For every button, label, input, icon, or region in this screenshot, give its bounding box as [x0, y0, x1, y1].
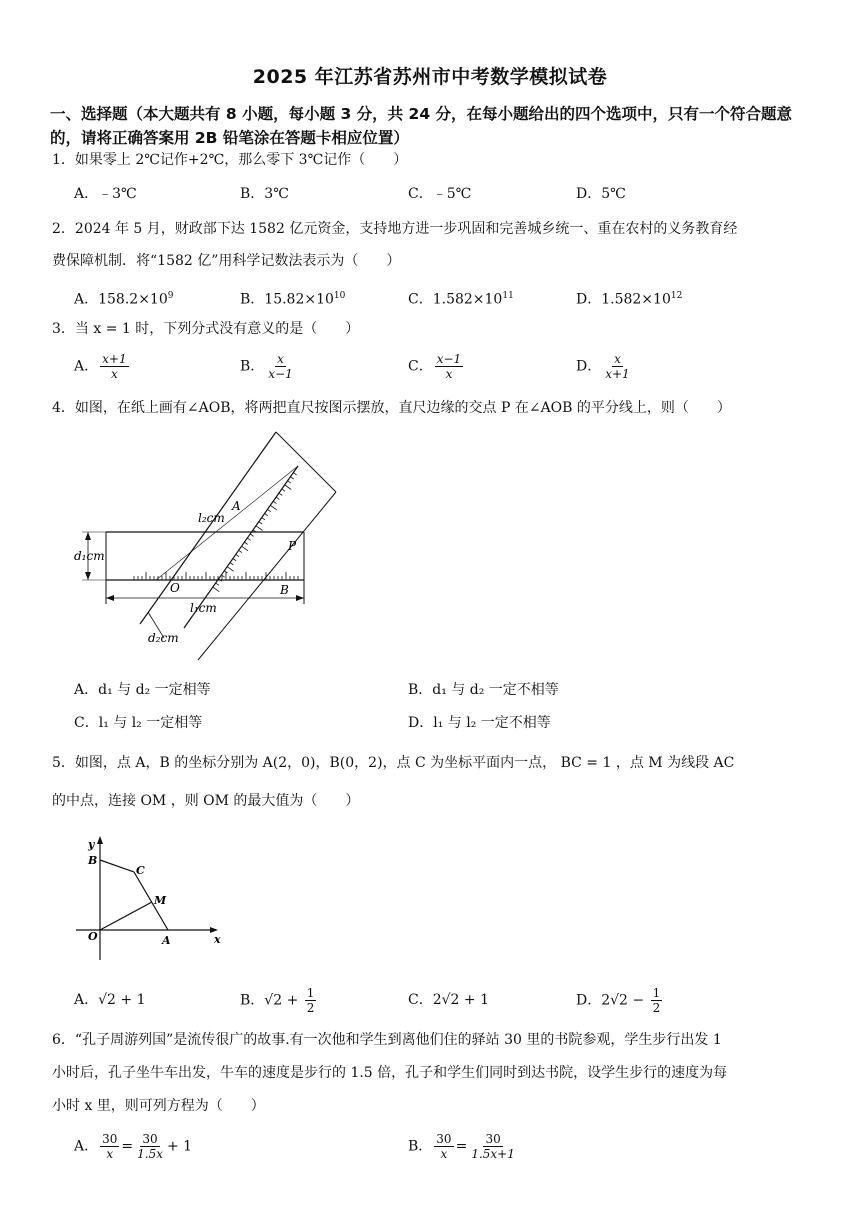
q2-option-c: C．$1.582\times 10^{11}$	[408, 291, 514, 308]
q3-option-d: D． $\frac{x}{x+1}$	[576, 352, 630, 381]
q4-label-d1: d₁cm	[74, 549, 105, 563]
q5-label-m: M	[154, 894, 167, 907]
q5-stem-line1: 5．如图，点 A，B 的坐标分别为 A(2，0)，B(0，2)，点 C 为坐标平面内一点， BC = 1 ，点 M 为线段 AC	[52, 755, 735, 771]
q1-stem: 1．如果零上 2℃记作+2℃，那么零下 3℃记作（ ）	[52, 152, 408, 168]
q6-stem-line3: 小时 x 里，则可列方程为（ ）	[52, 1098, 265, 1114]
q4-stem: 4．如图，在纸上画有∠AOB，将两把直尺按图示摆放，直尺边缘的交点 P 在∠AOB 的平分线上，则（ ）	[52, 400, 731, 416]
q4-option-c: C．l₁ 与 l₂ 一定相等	[74, 715, 203, 731]
q5-coordinate-figure	[72, 828, 232, 968]
q3-option-c: C． $\frac{x-1}{x}$	[408, 352, 462, 381]
q2-stem-line2: 费保障机制．将“1582 亿”用科学记数法表示为（ ）	[52, 253, 401, 269]
q2-option-d: D．$1.582\times 10^{12}$	[576, 291, 683, 308]
q6-option-b: B． $\frac{30}{x}$ = $\frac{30}{1.5x+1}$	[408, 1132, 515, 1161]
q5-label-x: x	[214, 933, 221, 946]
section-header: 一、选择题（本大题共有 8 小题，每小题 3 分，共 24 分，在每小题给出的四个选项中，只有一个符合题意的，请将正确答案用 2B 铅笔涂在答题卡相应位置）	[50, 105, 793, 147]
q6-stem-line2: 小时后，孔子坐牛车出发，牛车的速度是步行的 1.5 倍，孔子和学生们同时到达书院，设学生步行的速度为每	[52, 1065, 728, 1081]
q1-option-d: D．5℃	[576, 186, 626, 202]
q2-stem-line1: 2．2024 年 5 月，财政部下达 1582 亿元资金，支持地方进一步巩固和完善城乡统一、重在农村的义务教育经	[52, 221, 738, 237]
q4-label-b: B	[280, 583, 289, 597]
q5-option-d: D．2√2 − $\frac{1}{2}$	[576, 986, 661, 1015]
q4-ruler-figure	[66, 428, 346, 664]
q1-option-c: C．﹣5℃	[408, 186, 472, 202]
q4-label-l2: l₂cm	[198, 511, 225, 525]
q5-option-a: A．√2 + 1	[74, 992, 146, 1008]
q5-option-c: C．2√2 + 1	[408, 992, 489, 1008]
q4-label-p: P	[288, 539, 297, 553]
q4-label-o: O	[170, 581, 180, 595]
q4-option-b: B．d₁ 与 d₂ 一定不相等	[408, 682, 559, 698]
q2-option-b: B．$15.82\times 10^{10}$	[240, 291, 346, 308]
q3-option-a: A． $\frac{x+1}{x}$	[74, 352, 127, 381]
q5-option-b: B．√2 + $\frac{1}{2}$	[240, 986, 315, 1015]
q1-option-b: B．3℃	[240, 186, 289, 202]
q4-option-d: D．l₁ 与 l₂ 一定不相等	[408, 715, 551, 731]
q4-option-a: A．d₁ 与 d₂ 一定相等	[74, 682, 211, 698]
q5-stem-line2: 的中点，连接 OM ，则 OM 的最大值为（ ）	[52, 793, 360, 809]
q3-option-b: B． $\frac{x}{x-1}$	[240, 352, 293, 381]
q5-label-c: C	[136, 864, 145, 877]
q6-stem-line1: 6．“孔子周游列国”是流传很广的故事.有一次他和学生到离他们住的驿站 30 里的书院参观，学生步行出发 1	[52, 1032, 722, 1048]
q4-label-a: A	[232, 499, 241, 513]
page-title: 2025 年江苏省苏州市中考数学模拟试卷	[252, 66, 608, 88]
q5-label-o: O	[88, 930, 98, 943]
q6-option-a: A． $\frac{30}{x}$ = $\frac{30}{1.5x}$ + 1	[74, 1132, 193, 1161]
q2-option-a: A．$158.2\times 10^9$	[74, 291, 174, 308]
q4-label-d2: d₂cm	[148, 631, 179, 645]
q3-stem: 3．当 x = 1 时，下列分式没有意义的是（ ）	[52, 321, 360, 337]
q1-option-a: A．﹣3℃	[74, 186, 137, 202]
q4-label-l1: l₁cm	[190, 601, 217, 615]
q5-label-a: A	[162, 934, 171, 947]
q5-label-b: B	[88, 854, 98, 867]
q5-label-y: y	[88, 838, 95, 851]
